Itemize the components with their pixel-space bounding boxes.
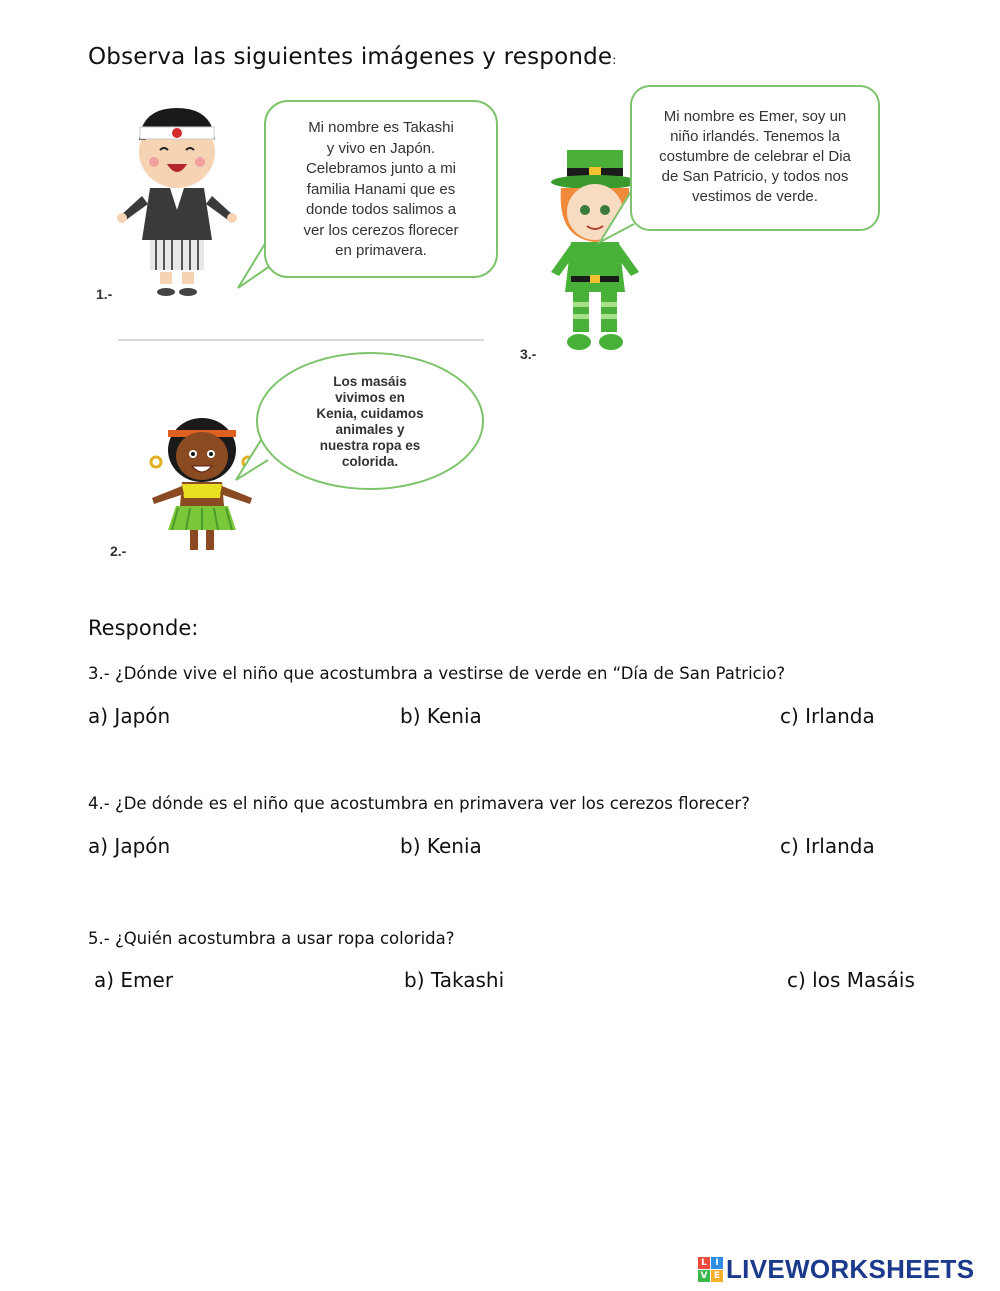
q3-option-a[interactable]: a) Japón — [88, 704, 171, 728]
question-5: 5.- ¿Quién acostumbra a usar ropa colorida? — [88, 929, 455, 948]
character-number: 2.- — [110, 543, 127, 559]
logo-letter: V — [698, 1270, 710, 1282]
q4-option-b[interactable]: b) Kenia — [400, 834, 482, 858]
q4-option-c[interactable]: c) Irlanda — [780, 834, 875, 858]
q4-option-a[interactable]: a) Japón — [88, 834, 171, 858]
logo-letter: I — [711, 1257, 723, 1269]
speech-bubble-takashi: Mi nombre es Takashi y vivo en Japón. Celebramos junto a mi familia Hanami que es donde todos salimos a ver los cerezos florecer en primavera. — [264, 100, 498, 278]
speech-bubble-masai: Los masáis vivimos en Kenia, cuidamos animales y nuestra ropa es colorida. — [256, 352, 484, 490]
takashi-illustration — [112, 100, 242, 300]
divider-line — [118, 339, 484, 341]
liveworksheets-logo — [698, 1254, 974, 1285]
q5-option-a[interactable]: a) Emer — [94, 968, 174, 992]
responde-heading: Responde: — [88, 616, 199, 640]
logo-grid-icon — [698, 1257, 723, 1282]
logo-text: LIVEWORKSHEETS — [726, 1254, 975, 1284]
character-number: 1.- — [96, 286, 113, 302]
question-4: 4.- ¿De dónde es el niño que acostumbra en primavera ver los cerezos florecer? — [88, 794, 750, 813]
q5-option-c[interactable]: c) los Masáis — [787, 968, 915, 992]
logo-letter: L — [698, 1257, 710, 1269]
q3-option-b[interactable]: b) Kenia — [400, 704, 482, 728]
logo-letter: E — [711, 1270, 723, 1282]
question-3: 3.- ¿Dónde vive el niño que acostumbra a vestirse de verde en “Día de San Patricio? — [88, 664, 786, 683]
q5-option-b[interactable]: b) Takashi — [404, 968, 505, 992]
speech-bubble-emer: Mi nombre es Emer, soy un niño irlandés. Tenemos la costumbre de celebrar el Dia de San Patricio, y todos nos vestimos de verde. — [630, 85, 880, 231]
q3-option-c[interactable]: c) Irlanda — [780, 704, 875, 728]
instruction-title: Observa las siguientes imágenes y responde: — [88, 44, 617, 70]
character-number: 3.- — [520, 346, 537, 362]
